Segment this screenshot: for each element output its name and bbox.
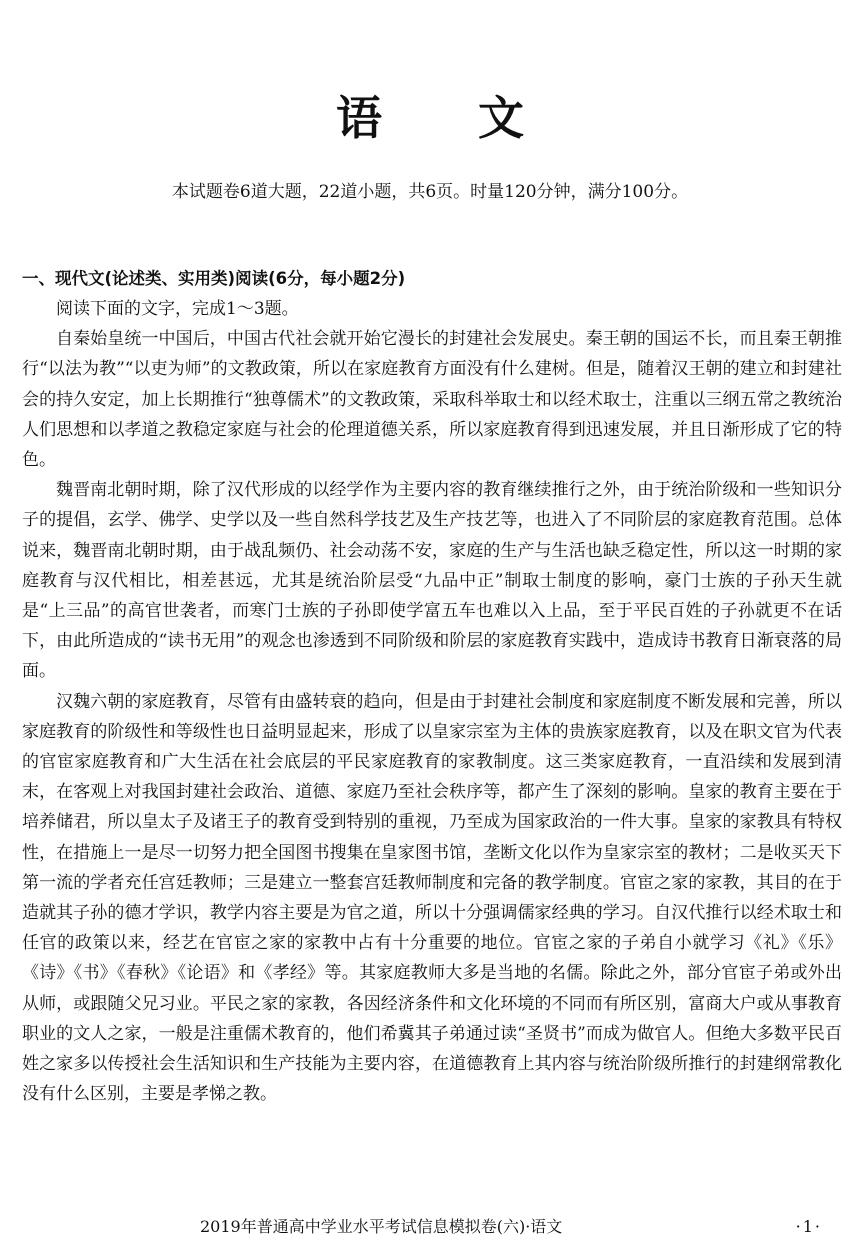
passage-paragraph-3: 汉魏六朝的家庭教育，尽管有由盛转衰的趋向，但是由于封建社会制度和家庭制度不断发展和完善，所以家庭教育的阶级性和等级性也日益明显起来，形成了以皇家宗室为主体的贵族家庭教育，以及在职文官为代表的官宦家庭教育和广大生活在社会底层的平民家庭教育的家教制度。这三类家庭教育，一直沿续和发展到清末，在客观上对我国封建社会政治、道德、家庭乃至社会秩序等，都产生了深刻的影响。皇家的教育主要在于培养储君，所以皇太子及诸王子的教育受到特别的重视，乃至成为国家政治的一件大事。皇家的家教具有特权性，在措施上一是尽一切努力把全国图书搜集在皇家图书馆，垄断文化以作为皇家宗室的教材；二是收买天下第一流的学者充任宫廷教师；三是建立一整套宫廷教师制度和完备的教学制度。官宦之家的家教，其目的在于造就其子孙的德才学识，教学内容主要是为官之道，所以十分强调儒家经典的学习。自汉代推行以经术取士和任官的政策以来，经艺在官宦之家的家教中占有十分重要的地位。官宦之家的子弟自小就学习《礼》《乐》《诗》《书》《春秋》《论语》和《孝经》等。其家庭教师大多是当地的名儒。除此之外，部分官宦子弟或外出从师，或跟随父兄习业。平民之家的家教，各因经济条件和文化环境的不同而有所区别，富商大户或从事教育职业的文人之家，一般是注重儒术教育的，他们希冀其子弟通过读“圣贤书”而成为做官人。但绝大多数平民百姓之家多以传授社会生活知识和生产技能为主要内容，在道德教育上其内容与统治阶级所推行的封建纲常教化没有什么区别，主要是孝悌之教。 bbox=[22, 691, 842, 1105]
page-footer bbox=[0, 1212, 860, 1242]
page-title: 语 文 bbox=[335, 91, 564, 145]
reading-instruction: 阅读下面的文字，完成1～3题。 bbox=[56, 299, 299, 319]
footer-exam-name: 2019年普通高中学业水平考试信息模拟卷(六)·语文 bbox=[200, 1217, 563, 1236]
reading-passage bbox=[22, 294, 842, 1109]
exam-instructions: 本试题卷6道大题，22道小题，共6页。时量120分钟，满分100分。 bbox=[171, 182, 689, 202]
passage-paragraph-1: 自秦始皇统一中国后，中国古代社会就开始它漫长的封建社会发展史。秦王朝的国运不长，而且秦王朝推行“以法为教”“以吏为师”的文教政策，所以在家庭教育方面没有什么建树。但是，随着汉王朝的建立和封建社会的持久安定，加上长期推行“独尊儒术”的文教政策，采取科举取士和以经术取士，注重以三纲五常之教统治人们思想和以孝道之教稳定家庭与社会的伦理道德关系，所以家庭教育得到迅速发展，并且日渐形成了它的特色。 bbox=[22, 329, 842, 471]
section-heading: 一、现代文(论述类、实用类)阅读(6分，每小题2分) bbox=[22, 269, 406, 288]
page-number: ·1· bbox=[795, 1217, 822, 1236]
passage-paragraph-2: 魏晋南北朝时期，除了汉代形成的以经学作为主要内容的教育继续推行之外，由于统治阶级和一些知识分子的提倡，玄学、佛学、史学以及一些自然科学技艺及生产技艺等，也进入了不同阶层的家庭教育范围。总体说来，魏晋南北朝时期，由于战乱频仍、社会动荡不安，家庭的生产与生活也缺乏稳定性，所以这一时期的家庭教育与汉代相比，相差甚远，尤其是统治阶层受“九品中正”制取士制度的影响，豪门士族的子孙天生就是“上三品”的高官世袭者，而寒门士族的子孙即使学富五车也难以入上品，至于平民百姓的子孙就更不在话下，由此所造成的“读书无用”的观念也渗透到不同阶级和阶层的家庭教育实践中，造成诗书教育日渐衰落的局面。 bbox=[22, 480, 842, 682]
